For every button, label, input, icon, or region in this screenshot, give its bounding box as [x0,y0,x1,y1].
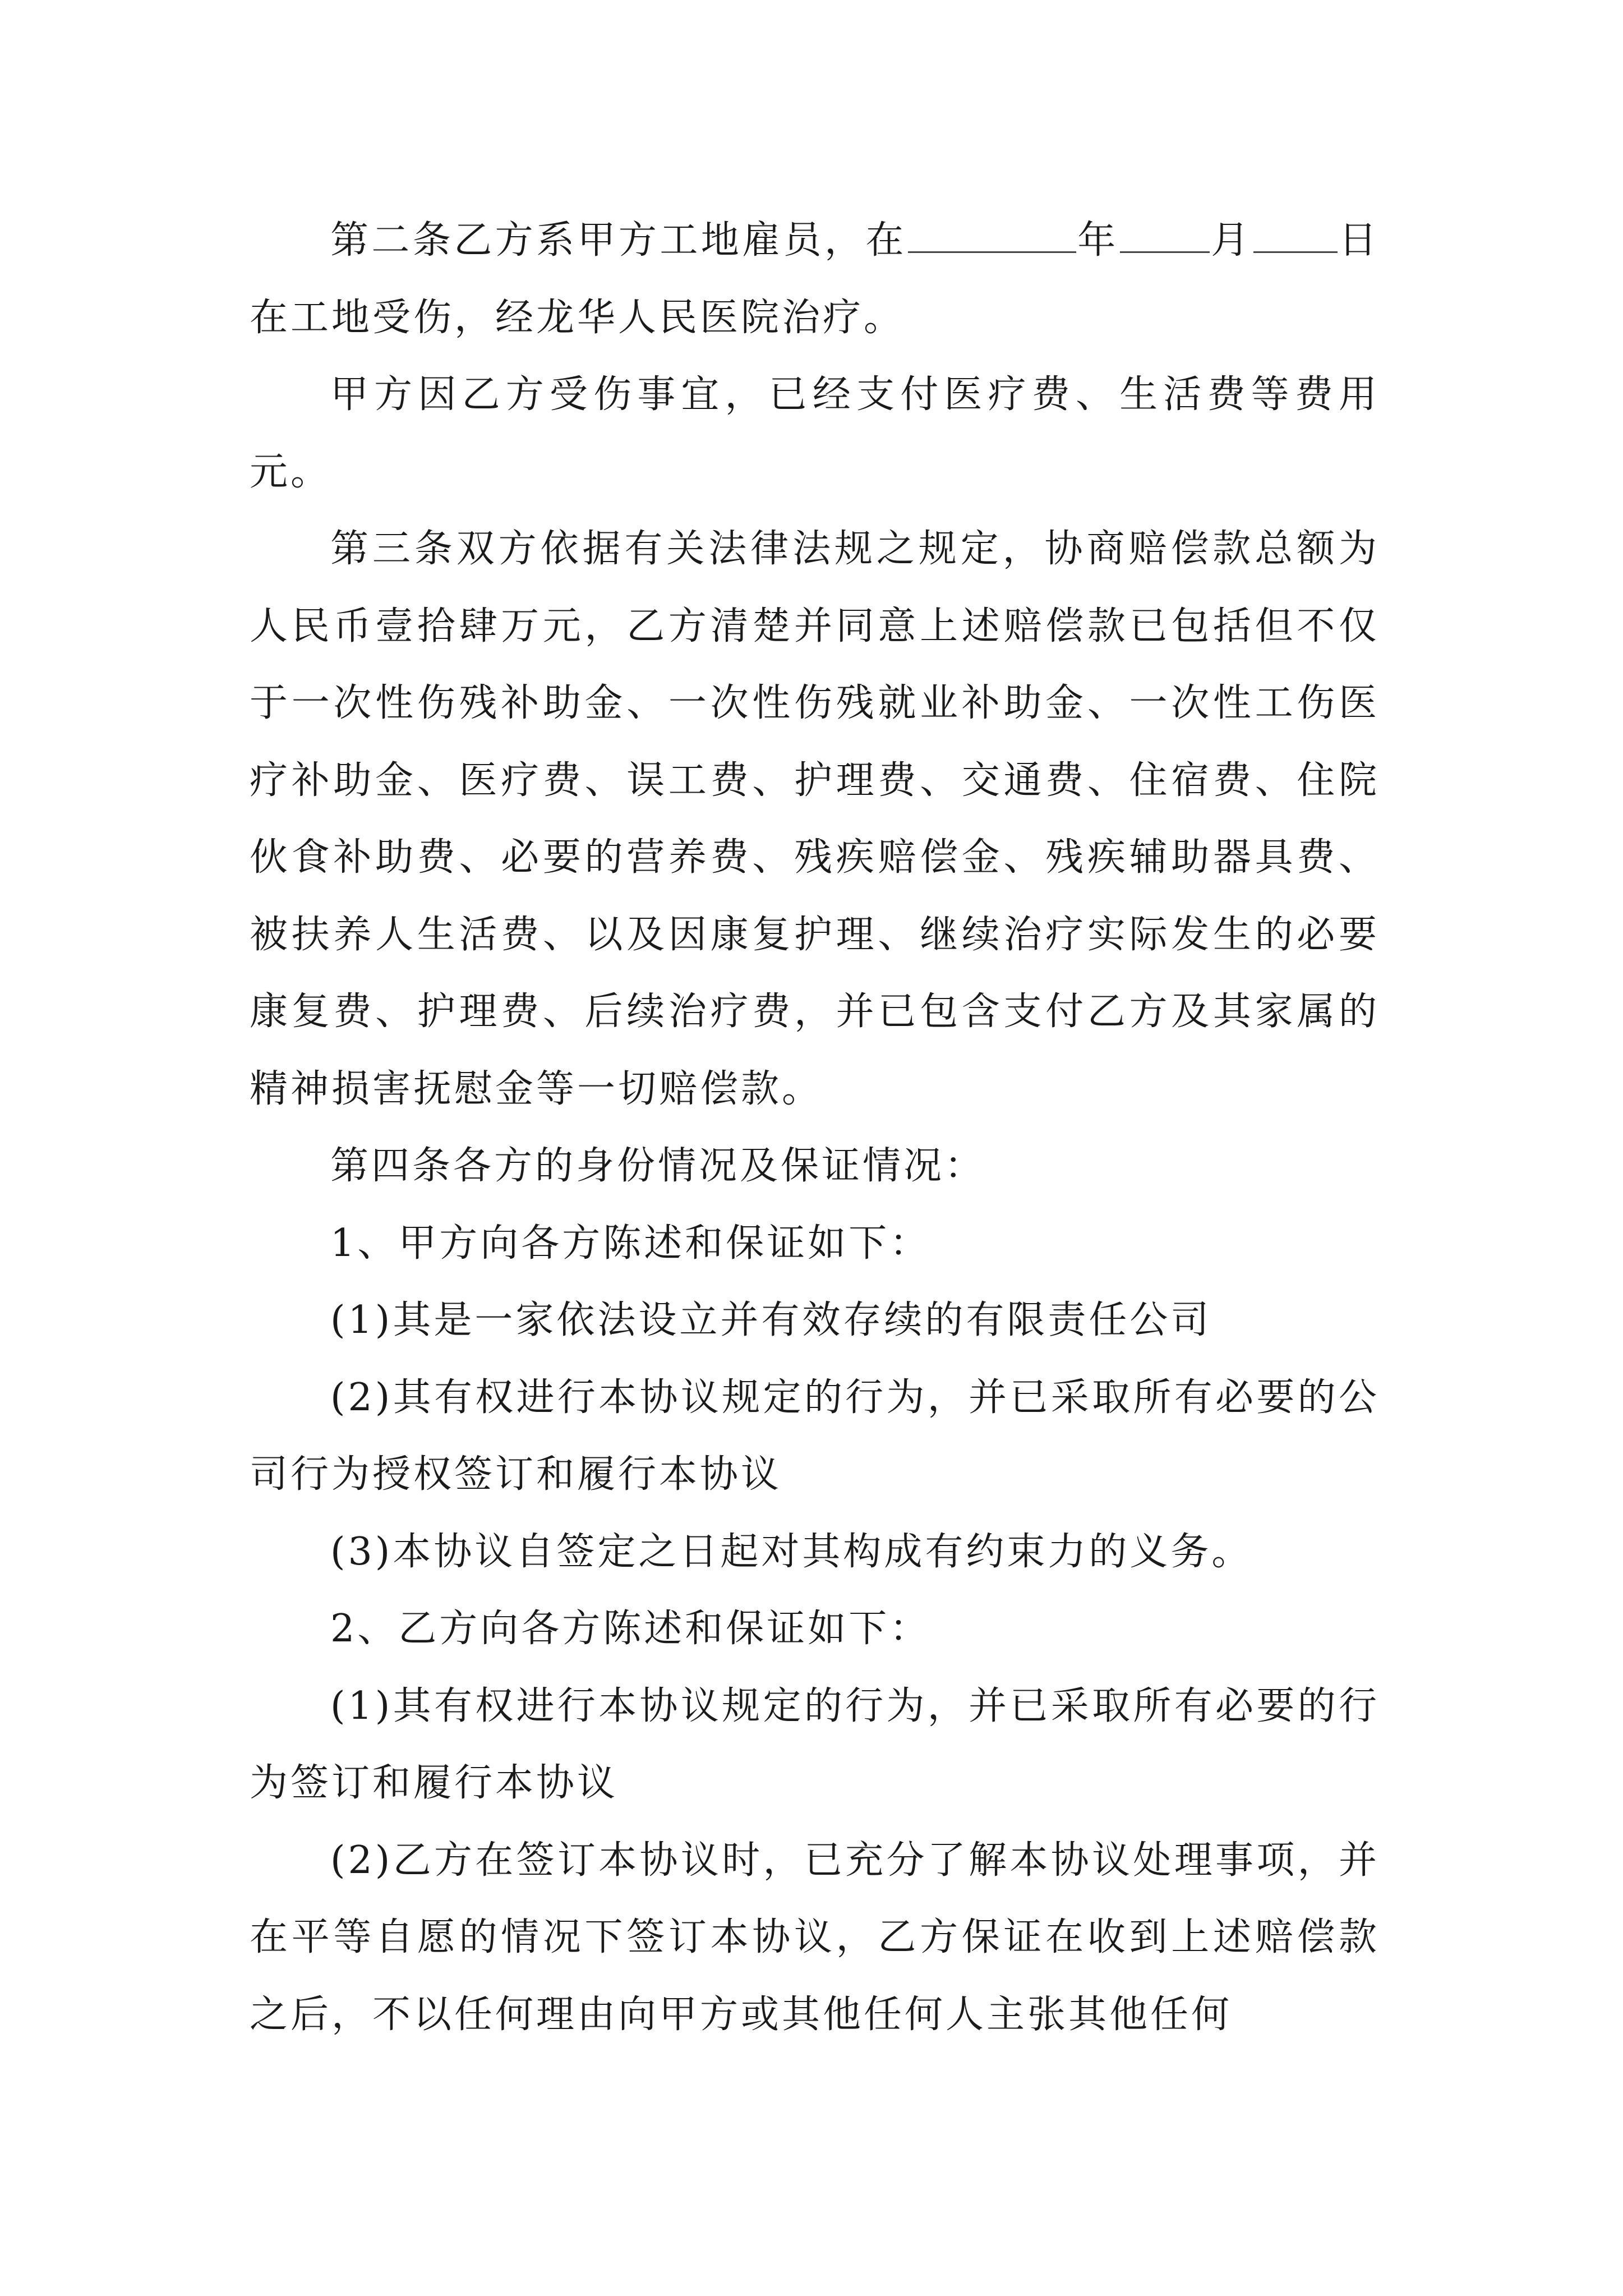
month-blank [1120,217,1210,253]
party-b-item-2: (2)乙方在签订本协议时，已充分了解本协议处理事项，并在平等自愿的情况下签订本协议，乙方保证在收到上述赔偿款之后，不以任何理由向甲方或其他任何人主张其他任何 [250,1838,1380,2037]
year-unit: 年 [1077,218,1119,263]
year-blank [908,217,1076,253]
article-2-tail-text: 日在工地受伤，经龙华人民医院治疗。 [250,218,1380,340]
article-2-lead-text: 第二条乙方系甲方工地雇员，在 [330,218,907,263]
party-b-warranty-heading: 2、乙方向各方陈述和保证如下： [330,1607,931,1651]
month-unit: 月 [1210,218,1252,263]
party-a-warranty-heading: 1、甲方向各方陈述和保证如下： [330,1221,931,1266]
party-a-item-1: (1)其是一家依法设立并有效存续的有限责任公司 [330,1298,1212,1342]
party-a-item-2: (2)其有权进行本协议规定的行为，并已采取所有必要的公司行为授权签订和履行本协议 [250,1375,1380,1497]
article-4-heading: 第四条各方的身份情况及保证情况： [330,1144,986,1188]
article-2-paragraph [250,202,1380,356]
party-b-item-1: (1)其有权进行本协议规定的行为，并已采取所有必要的行为签订和履行本协议 [250,1683,1380,1805]
day-blank [1253,217,1338,253]
article-3-paragraph: 第三条双方依据有关法律法规之规定，协商赔偿款总额为人民币壹拾肆万元，乙方清楚并同意上述赔偿款已包括但不仅于一次性伤残补助金、一次性伤残就业补助金、一次性工伤医疗补助金、医疗费、误工费、护理费、交通费、住宿费、住院伙食补助费、必要的营养费、残疾赔偿金、残疾辅助器具费、被扶养人生活费、以及因康复护理、继续治疗实际发生的必要康复费、护理费、后续治疗费，并已包含支付乙方及其家属的精神损害抚慰金等一切赔偿款。 [250,527,1380,1111]
document-body [250,202,1380,2053]
party-a-item-3: (3)本协议自签定之日起对其构成有约束力的义务。 [330,1529,1253,1574]
payment-paragraph: 甲方因乙方受伤事宜，已经支付医疗费、生活费等费用元。 [250,372,1380,494]
